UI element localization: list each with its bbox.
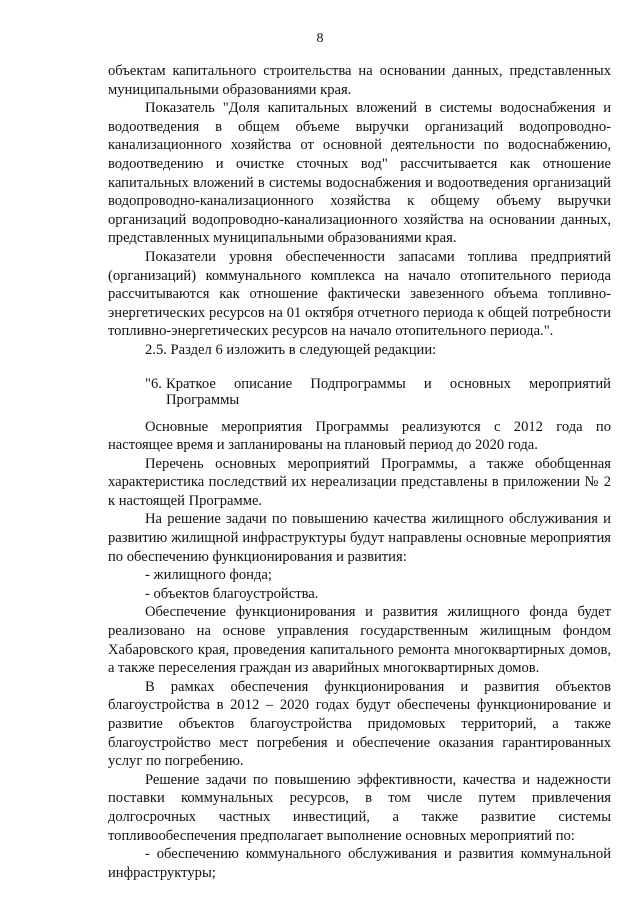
paragraph: объектам капитального строительства на основании данных, представленных муниципальными образованиями края. <box>108 63 611 98</box>
section-heading-number: "6. <box>145 375 162 392</box>
paragraph: 2.5. Раздел 6 изложить в следующей редакции: <box>145 341 437 358</box>
paragraph: Решение задачи по повышению эффективности, качества и надежности поставки коммунальных ресурсов, в том числе путем привлечения долгосрочных частных инвестиций, а также развитие системы топливообеспечения предполагает выполнение основных мероприятий по: <box>108 771 611 844</box>
paragraph: На решение задачи по повышению качества жилищного обслуживания и развитию жилищной инфраструктуры будут направлены основные мероприятия по обеспечению функционирования и развития: <box>108 511 611 565</box>
list-item: - жилищного фонда; <box>145 567 272 584</box>
paragraph: Обеспечение функционирования и развития жилищного фонда будет реализовано на основе управления государственным жилищным фондом Хабаровского края, проведения капитального ремонта многоквартирных домов, а также переселения граждан из аварийных многоквартирных домов. <box>108 604 611 677</box>
list-item: - объектов благоустройства. <box>145 585 319 602</box>
section-heading <box>108 376 611 408</box>
paragraph: Показатели уровня обеспеченности запасами топлива предприятий (организаций) коммунального комплекса на начало отопительного периода рассчитываются как отношение фактически завезенного объема топливно-энергетических ресурсов на 01 октября отчетного периода к общей потребности топливно-энергетических ресурсов на начало отопительного периода.". <box>108 248 611 340</box>
document-body <box>108 62 611 882</box>
list-item: - обеспечению коммунального обслуживания и развития коммунальной инфраструктуры; <box>108 846 611 881</box>
paragraph: Показатель "Доля капитальных вложений в системы водоснабжения и водоотведения в общем объеме выручки организаций водопроводно-канализационного хозяйства от основной деятельности по водоснабжению, водоотведению и очистке сточных вод" рассчитывается как отношение капитальных вложений в системы водоснабжения и водоотведения организаций водопроводно-канализационного хозяйства к общему объему выручки организаций водопроводно-канализационного хозяйства на основании данных, представленных муниципальными образованиями края. <box>108 100 611 247</box>
paragraph: В рамках обеспечения функционирования и развития объектов благоустройства в 2012 – 2020 годах будут обеспечены функционирование и развитие объектов благоустройства придомовых территорий, а также благоустройство мест погребения и обеспечение оказания гарантированных услуг по погребению. <box>108 678 611 770</box>
section-heading-title: Краткое описание Подпрограммы и основных мероприятий Программы <box>166 375 611 408</box>
page-number: 8 <box>316 31 324 46</box>
paragraph: Перечень основных мероприятий Программы, а также обобщенная характеристика последствий их нереализации представлены в приложении № 2 к настоящей Программе. <box>108 455 611 509</box>
paragraph: Основные мероприятия Программы реализуются с 2012 года по настоящее время и запланированы на плановый период до 2020 года. <box>108 418 611 454</box>
